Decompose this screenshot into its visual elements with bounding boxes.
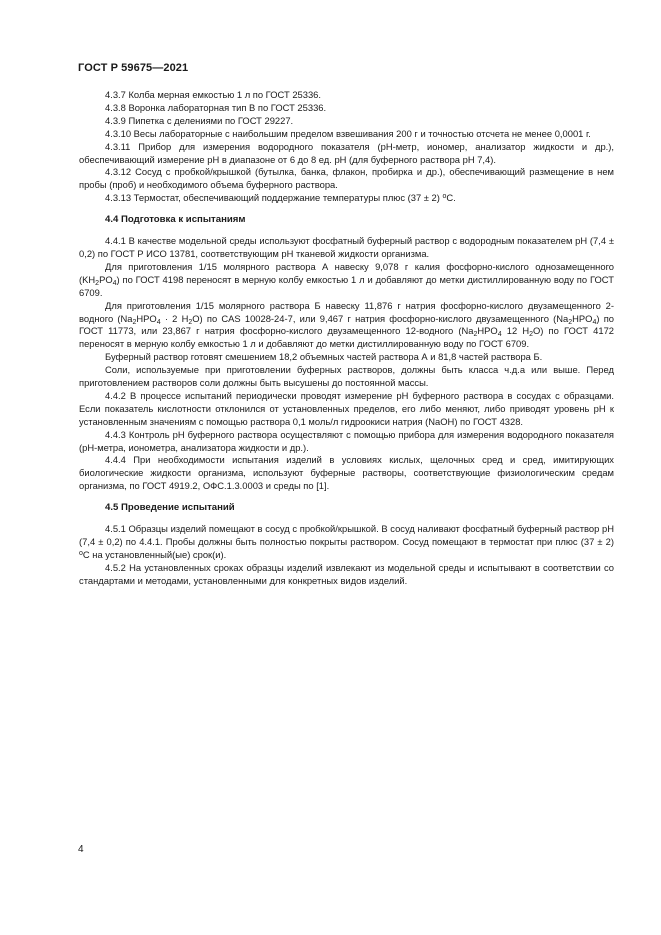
solution-b-paragraph: Для приготовления 1/15 молярного раствора Б навеску 11,876 г натрия фосфорно-кислого двузамещенного 2-водного ($Na_2HPO_4 \cdot 2$ $H_2O$) по CAS 10028-24-7, или 9,467 г натрия фосфорно-кислого двузамещенного $(Na_2HPO_4)$ по ГОСТ 11773, или 23,867 г натрия фосфорно-кислого двузамещенного 12-водного ($Na_2HPO_4$ 12 $H_2O$) по ГОСТ 4172 переносят в мерную колбу емкостью 1 л и добавляют до метки дистиллированную воду по ГОСТ 6709. xyxy=(79,299,614,350)
page-number: 4 xyxy=(78,844,84,855)
mix-paragraph: Буферный раствор готовят смешением 18,2 объемных частей раствора А и 81,8 частей раствора Б. xyxy=(105,351,543,363)
clause-4-3-11: 4.3.11 Прибор для измерения водородного показателя (pH-метр, иономер, анализатор жидкости и др.), обеспечивающий измерение pH в диапазоне от 6 до 8 ед. pH (для буферного раствора pH 7,4). xyxy=(79,140,614,165)
section-heading-4-4: 4.4 Подготовка к испытаниям xyxy=(105,214,246,226)
salts-paragraph: Соли, используемые при приготовлении буферных растворов, должны быть класса ч.д.а или выше. Перед приготовлением растворов соли должны быть высушены до постоянной массы. xyxy=(79,364,614,389)
solution-a-paragraph: Для приготовления 1/15 молярного раствора А навеску 9,078 г калия фосфорно-кислого однозамещенного $(KH_2PO_4)$ по ГОСТ 4198 переносят в мерную колбу емкостью 1 л и добавляют до метки дистиллированную воду по ГОСТ 6709. xyxy=(79,260,614,298)
clause-4-3-12: 4.3.12 Сосуд с пробкой/крышкой (бутылка, банка, флакон, пробирка и др.), обеспечивающий размещение в нем пробы (проб) и необходимого объема буферного раствора. xyxy=(79,166,614,191)
clause-4-3-9: 4.3.9 Пипетка с делениями по ГОСТ 29227. xyxy=(105,114,294,126)
clause-4-3-7: 4.3.7 Колба мерная емкостью 1 л по ГОСТ 25336. xyxy=(105,89,321,100)
clause-4-4-2: 4.4.2 В процессе испытаний периодически проводят измерение pH буферного раствора в сосудах с образцами. Если показатель кислотности отклонился от установленных пределов, его либо меняют, либо приводят уровень pH к установленным значениям с помощью раствора 0,1 моль/л гидроокиси натрия (NaOH) по ГОСТ 4328. xyxy=(79,389,614,427)
document-header: ГОСТ Р 59675—2021 xyxy=(78,62,189,74)
clause-4-4-4: 4.4.4 При необходимости испытания изделий в условиях кислых, щелочных сред и сред, имитирующих биологические жидкости организма, используют буферные растворы, соответствующие физиологическим средам организма, по ГОСТ 4919.2, ОФС.1.3.0003 и среды по [1]. xyxy=(79,454,614,492)
clause-4-5-1: 4.5.1 Образцы изделий помещают в сосуд с пробкой/крышкой. В сосуд наливают фосфатный буферный раствор pH (7,4 ± 0,2) по 4.4.1. Пробы должны быть полностью покрыты раствором. Сосуд помещают в термостат при плюс (37 ± 2) $^о$С на установленный(ые) срок(и). xyxy=(79,523,614,560)
clause-4-5-2: 4.5.2 На установленных сроках образцы изделий извлекают из модельной среды и испытывают в соответствии со стандартами и методами, установленными для конкретных видов изделий. xyxy=(79,561,614,586)
clause-4-3-10: 4.3.10 Весы лабораторные с наибольшим пределом взвешивания 200 г и точностью отсчета не менее 0,0001 г. xyxy=(105,127,591,139)
clause-4-4-3: 4.4.3 Контроль pH буферного раствора осуществляют с помощью прибора для измерения водородного показателя (pH-метра, ионометра, анализатора жидкости и др.). xyxy=(79,428,614,453)
section-heading-4-5: 4.5 Проведение испытаний xyxy=(105,502,235,514)
clause-4-3-13: 4.3.13 Термостат, обеспечивающий поддержание температуры плюс (37 ± 2) $^о$С. xyxy=(105,192,456,204)
document-body xyxy=(79,89,614,588)
clause-4-4-1: 4.4.1 В качестве модельной среды используют фосфатный буферный раствор с водородным показателем pH (7,4 ± 0,2) по ГОСТ Р ИСО 13781, соответствующим pH тканевой жидкости организма. xyxy=(79,235,614,259)
clause-4-3-8: 4.3.8 Воронка лабораторная тип В по ГОСТ 25336. xyxy=(105,101,327,113)
